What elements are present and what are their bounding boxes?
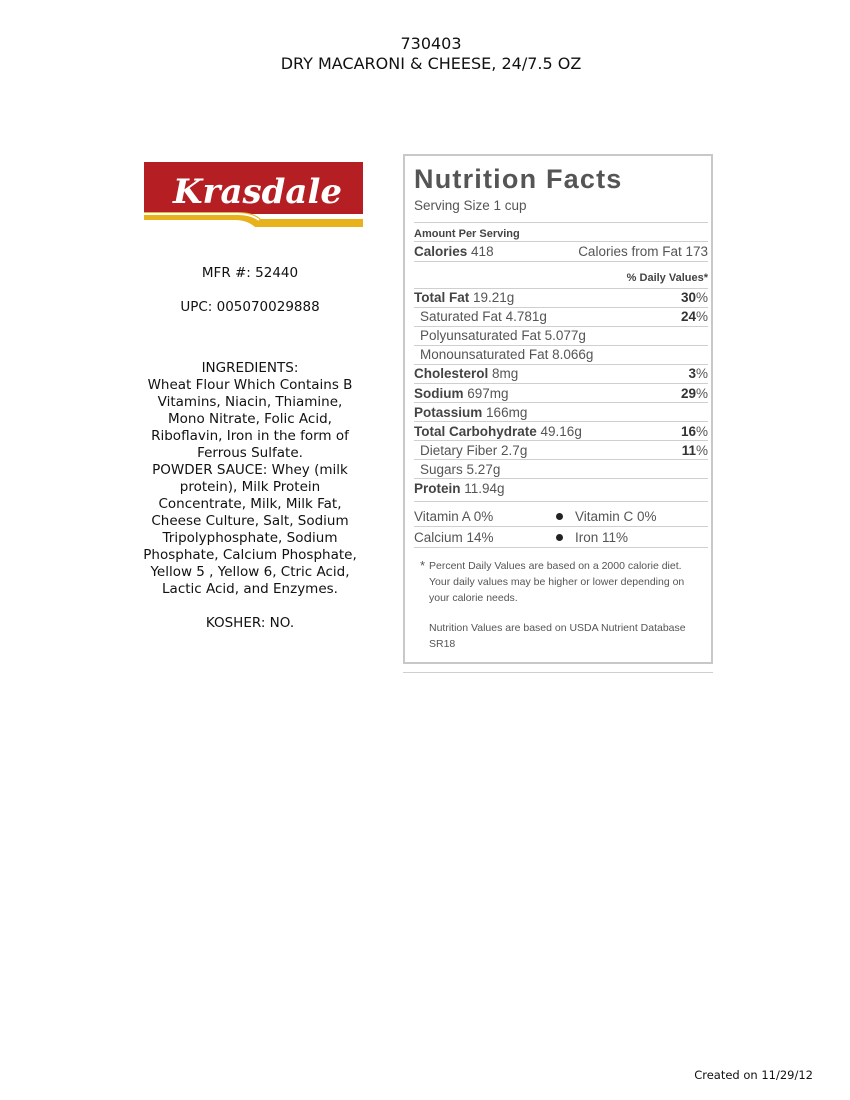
nutrient-row-cholesterol: Cholesterol 8mg 3% <box>414 366 708 381</box>
ingredients-line: Concentrate, Milk, Milk Fat, <box>158 496 342 512</box>
nutrition-title: Nutrition Facts <box>414 164 623 194</box>
divider <box>414 547 708 548</box>
ingredients-line: Vitamins, Niacin, Thiamine, <box>157 394 343 410</box>
nutrient-row-dietary-fiber: Dietary Fiber 2.7g 11% <box>420 443 708 458</box>
calories-from-fat: Calories from Fat 173 <box>578 244 708 259</box>
divider <box>414 526 708 527</box>
amount-per-serving: Amount Per Serving <box>414 228 520 240</box>
krasdale-logo <box>143 156 365 228</box>
nutrient-row-saturated-fat: Saturated Fat 4.781g 24% <box>420 309 708 324</box>
ingredients-line: Mono Nitrate, Folic Acid, <box>168 411 332 427</box>
bullet-icon <box>556 513 563 520</box>
ingredients-line: INGREDIENTS: <box>201 360 299 376</box>
nutrient-row-potassium: Potassium 166mg <box>414 405 528 420</box>
calories-row <box>414 242 708 261</box>
calories-label: Calories <box>414 244 468 259</box>
daily-values-header: % Daily Values* <box>626 272 708 284</box>
data-source-note: Nutrition Values are based on USDA Nutrient Database SR18 <box>429 622 686 650</box>
product-name: DRY MACARONI & CHEESE, 24/7.5 OZ <box>280 54 582 73</box>
ingredients-line: Ferrous Sulfate. <box>197 445 303 461</box>
iron: Iron 11% <box>575 530 629 545</box>
footnote-asterisk: * <box>420 558 426 573</box>
ingredients-block <box>132 360 368 598</box>
ingredients-line: Yellow 5 , Yellow 6, Ctric Acid, <box>150 564 350 580</box>
vitamin-row <box>414 507 708 526</box>
created-date: Created on 11/29/12 <box>694 1068 813 1082</box>
nutrient-row-sodium: Sodium 697mg 29% <box>414 386 708 401</box>
divider <box>414 501 708 502</box>
ingredients-line: protein), Milk Protein <box>179 479 321 495</box>
ingredients-line: POWDER SAUCE: Whey (milk <box>152 462 348 478</box>
vitamin-a: Vitamin A 0% <box>414 509 494 524</box>
panel-underline <box>403 672 713 673</box>
document-header <box>0 34 850 74</box>
upc-code: UPC: 005070029888 <box>180 299 320 315</box>
nutrient-row-sugars: Sugars 5.27g <box>420 462 501 477</box>
ingredients-line: Lactic Acid, and Enzymes. <box>162 581 338 597</box>
nutrient-row-monounsaturated-fat: Monounsaturated Fat 8.066g <box>420 347 594 362</box>
ingredients-line: Wheat Flour Which Contains B <box>147 377 353 393</box>
serving-size: Serving Size 1 cup <box>414 198 527 213</box>
bullet-icon <box>556 534 563 541</box>
footnote: Percent Daily Values are based on a 2000 calorie diet. Your daily values may be higher or lower depending on your calorie needs. <box>429 560 685 604</box>
nutrient-row-protein: Protein 11.94g <box>414 481 505 496</box>
ingredients-line: Cheese Culture, Salt, Sodium <box>151 513 349 529</box>
item-number: 730403 <box>400 34 462 53</box>
nutrition-facts-panel <box>403 154 713 664</box>
nutrient-row-total-fat: Total Fat 19.21g 30% <box>414 290 708 305</box>
mfr-number: MFR #: 52440 <box>201 265 299 281</box>
vitamin-c: Vitamin C 0% <box>575 509 657 524</box>
daily-values-header-row <box>414 269 708 288</box>
divider <box>414 261 708 262</box>
logo-text: Krasdale <box>173 172 342 212</box>
nutrient-row-total-carbohydrate: Total Carbohydrate 49.16g 16% <box>414 424 708 439</box>
ingredients-line: Tripolyphosphate, Sodium <box>162 530 338 546</box>
mineral-row <box>414 528 708 547</box>
kosher-status: KOSHER: NO. <box>205 615 295 631</box>
ingredients-line: Riboflavin, Iron in the form of <box>151 428 349 444</box>
nutrient-row-polyunsaturated-fat: Polyunsaturated Fat 5.077g <box>420 328 586 343</box>
calcium: Calcium 14% <box>414 530 494 545</box>
calories-value: 418 <box>471 244 494 259</box>
ingredients-line: Phosphate, Calcium Phosphate, <box>143 547 357 563</box>
